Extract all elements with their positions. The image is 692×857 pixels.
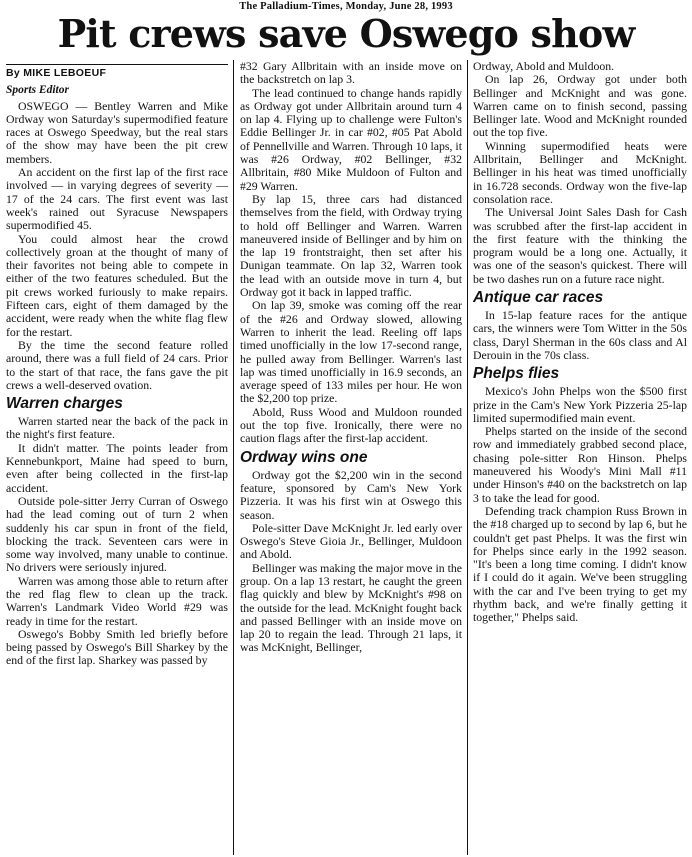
paragraph: It didn't matter. The points leader from Kennebunkport, Maine had speed to burn, even after being collected in the first-lap accident. xyxy=(6,440,228,495)
paragraph: You could almost hear the crowd collectively groan at the thought of many of their favorites not being able to compete in either of the two features scheduled. But the pit crews worked furiously to make repairs. Fifteen cars, eight of them damaged by the accident, were ready when the white flag flew for the restart. xyxy=(6,231,228,339)
paragraph: OSWEGO — Bentley Warren and Mike Ordway won Saturday's supermodified feature races at Oswego Speedway, but the real stars of the show may have been the pit crew members. xyxy=(6,98,228,166)
byline-role: Sports Editor xyxy=(6,84,69,97)
column-rule xyxy=(233,60,234,855)
paragraph: Oswego's Bobby Smith led briefly before being passed by Oswego's Bill Sharkey by the end of the first lap. Sharkey was passed by xyxy=(6,626,228,668)
headline: Pit crews save Oswego show xyxy=(57,11,635,56)
paragraph: The Universal Joint Sales Dash for Cash was scrubbed after the first-lap accident in the first feature with the thinking the program would be a long one. Actually, it was one of the season's quickest. There will be two dashes run on a future race night. xyxy=(473,205,687,286)
column-rule xyxy=(467,60,468,855)
column-3 xyxy=(473,60,687,850)
paragraph: An accident on the first lap of the first race involved — in varying degrees of severity — 17 of the 24 cars. The first event was last week's rained out Syracuse Newspapers supermodified 45. xyxy=(6,165,228,233)
column-1 xyxy=(6,64,228,854)
paragraph: Bellinger was making the major move in the group. On a lap 13 restart, he caught the green flag quickly and blew by McKnight's #98 on the outside for the lead. McKnight fought back and passed Bellinger with an inside move on lap 20 to regain the lead. Through 21 laps, it was McKnight, Bellinger, xyxy=(240,560,462,655)
subhead-warren-charges: Warren charges xyxy=(6,395,123,413)
paragraph: On lap 39, smoke was coming off the rear of the #26 and Ordway slowed, allowing Warren to inherit the lead. Reeling off laps timed unofficially in the low 17-second range, he pulled away from Bellinger. Warren's last lap was timed unofficially in 16.9 seconds, an average speed of 133 miles per hour. He won the $2,200 top prize. xyxy=(240,298,462,406)
paragraph: Outside pole-sitter Jerry Curran of Oswego had the lead coming out of turn 2 when suddenly his car spun in front of the field, blocking the track. Seventeen cars were in some way involved, many unable to continue. No drivers were seriously injured. xyxy=(6,493,228,575)
paragraph: Phelps started on the inside of the second row and immediately grabbed second place, chasing pole-sitter Ron Hinson. Phelps maneuvered his Woody's Mini Mall #11 under Hinson's #40 on the backstretch on lap 3 to take the lead for good. xyxy=(473,424,687,505)
byline: By MIKE LEBOEUF xyxy=(6,64,228,80)
paragraph: Warren started near the back of the pack in the night's first feature. xyxy=(6,414,228,442)
paragraph: By lap 15, three cars had distanced themselves from the field, with Ordway trying to hold off Bellinger and Warren. Warren maneuvered inside of Bellinger and by him on the lap 19 frontstraight, then set after his Dunigan teammate. On lap 32, Warren took the lead with an outside move in turn 4, but Ordway got it back in lapped traffic. xyxy=(240,191,462,300)
subhead-phelps-flies: Phelps flies xyxy=(473,365,560,383)
paragraph: Mexico's John Phelps won the $500 first prize in the Cam's New York Pizzeria 25-lap limited supermodified main event. xyxy=(473,384,687,425)
paragraph: Ordway got the $2,200 win in the second feature, sponsored by Cam's New York Pizzeria. It was his first win at Oswego this season. xyxy=(240,467,462,522)
paragraph-continued: Ordway, Abold and Muldoon. xyxy=(473,60,615,73)
paragraph: Pole-sitter Dave McKnight Jr. led early over Oswego's Steve Gioia Jr., Bellinger, Muldoon and Abold. xyxy=(240,520,462,562)
paragraph: By the time the second feature rolled around, there was a full field of 24 cars. Prior to the start of that race, the fans gave the pit crews a well-deserved ovation. xyxy=(6,337,228,392)
paragraph: The lead continued to change hands rapidly as Ordway got under Allbritain around turn 4 on lap 4. Flying up to challenge were Fulton's Eddie Bellinger Jr. in car #02, #05 Pat Abold of Pennellville and Warren. Through 10 laps, it was #26 Ordway, #02 Bellinger, #32 Allbritain, #80 Mike Muldoon of Fulton and #29 Warren. xyxy=(240,85,462,193)
subhead-antique-car-races: Antique car races xyxy=(473,289,604,307)
paragraph: Abold, Russ Wood and Muldoon rounded out the top five. Ironically, there were no caution flags after the first-lap accident. xyxy=(240,404,462,446)
dateline: The Palladium-Times, Monday, June 28, 1993 xyxy=(239,1,453,12)
column-2 xyxy=(240,60,462,850)
paragraph: On lap 26, Ordway got under both Bellinger and McKnight and was gone. Warren came on to finish second, passing Bellinger late. Wood and McKnight rounded out the top five. xyxy=(473,72,687,140)
paragraph: Defending track champion Russ Brown in the #18 charged up to second by lap 6, but he couldn't get past Phelps. It was the first win for Phelps since early in the 1992 season. "It's been a long time coming. I didn't know if I could do it again. We've been struggling with the car and I've been trying to get my rhythm back, and we're finally getting it together," Phelps said. xyxy=(473,503,687,625)
paragraph-continued: #32 Gary Allbritain with an inside move on the backstretch on lap 3. xyxy=(240,60,462,87)
paragraph: Warren was among those able to return after the red flag flew to clean up the track. Warren's Landmark Video World #29 was ready in time for the restart. xyxy=(6,573,228,628)
subhead-ordway-wins-one: Ordway wins one xyxy=(240,448,368,466)
paragraph: In 15-lap feature races for the antique cars, the winners were Tom Witter in the 50s class, Daryl Sherman in the 60s class and Al Derouin in the 70s class. xyxy=(473,308,687,362)
paragraph: Winning supermodified heats were Allbritain, Bellinger and McKnight. Bellinger in his heat was timed unofficially in 16.728 seconds. Ordway won the five-lap consolation race. xyxy=(473,138,687,206)
